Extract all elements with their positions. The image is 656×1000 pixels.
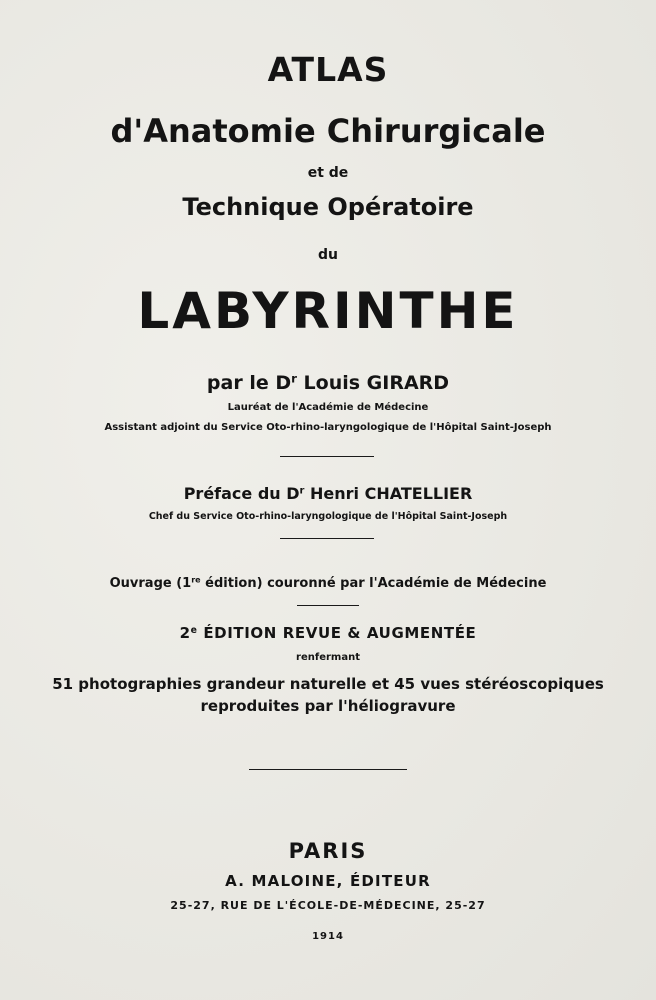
preface-prefix: Préface du D bbox=[183, 484, 300, 503]
award-sup: re bbox=[191, 575, 201, 585]
preface-name: Henri CHATELLIER bbox=[304, 484, 473, 503]
divider-3 bbox=[297, 605, 359, 606]
edition-photographies: 51 photographies grandeur naturelle et 45 vues stéréoscopiques bbox=[52, 675, 604, 693]
title-anatomie-chirurgicale: d'Anatomie Chirurgicale bbox=[110, 112, 546, 150]
preface-sup: r bbox=[299, 485, 305, 497]
edition-sup: e bbox=[190, 624, 198, 636]
author-prefix: par le D bbox=[206, 372, 292, 394]
imprint-publisher: A. MALOINE, ÉDITEUR bbox=[225, 872, 431, 890]
author-sup: r bbox=[291, 371, 297, 386]
award-line bbox=[0, 576, 656, 591]
imprint-city: PARIS bbox=[288, 839, 368, 863]
title-du: du bbox=[318, 247, 338, 263]
title-technique-operatoire: Technique Opératoire bbox=[182, 193, 474, 221]
preface-role: Chef du Service Oto-rhino-laryngologique de l'Hôpital Saint-Joseph bbox=[148, 511, 508, 522]
edition-rest: ÉDITION REVUE & AUGMENTÉE bbox=[197, 624, 477, 642]
imprint-year: 1914 bbox=[312, 931, 344, 942]
edition-num: 2 bbox=[179, 624, 191, 642]
award-prefix: Ouvrage (1 bbox=[109, 576, 192, 591]
award-rest: édition) couronné par l'Académie de Médecine bbox=[200, 576, 547, 591]
preface-line bbox=[0, 484, 656, 503]
divider-1 bbox=[280, 456, 374, 457]
author-role-laureat: Lauréat de l'Académie de Médecine bbox=[227, 402, 429, 413]
author-line bbox=[0, 372, 656, 394]
title-atlas: ATLAS bbox=[267, 50, 389, 89]
author-name: Louis GIRARD bbox=[296, 372, 450, 394]
title-et-de: et de bbox=[307, 165, 349, 181]
author-role-assistant: Assistant adjoint du Service Oto-rhino-laryngologique de l'Hôpital Saint-Joseph bbox=[104, 422, 552, 433]
edition-heliogravure: reproduites par l'héliogravure bbox=[200, 697, 456, 715]
divider-2 bbox=[280, 538, 374, 539]
edition-renfermant: renfermant bbox=[296, 652, 360, 663]
divider-4 bbox=[249, 769, 407, 770]
title-labyrinthe: LABYRINTHE bbox=[137, 282, 519, 340]
imprint-address: 25-27, RUE DE L'ÉCOLE-DE-MÉDECINE, 25-27 bbox=[170, 899, 486, 912]
edition-line bbox=[0, 624, 656, 642]
